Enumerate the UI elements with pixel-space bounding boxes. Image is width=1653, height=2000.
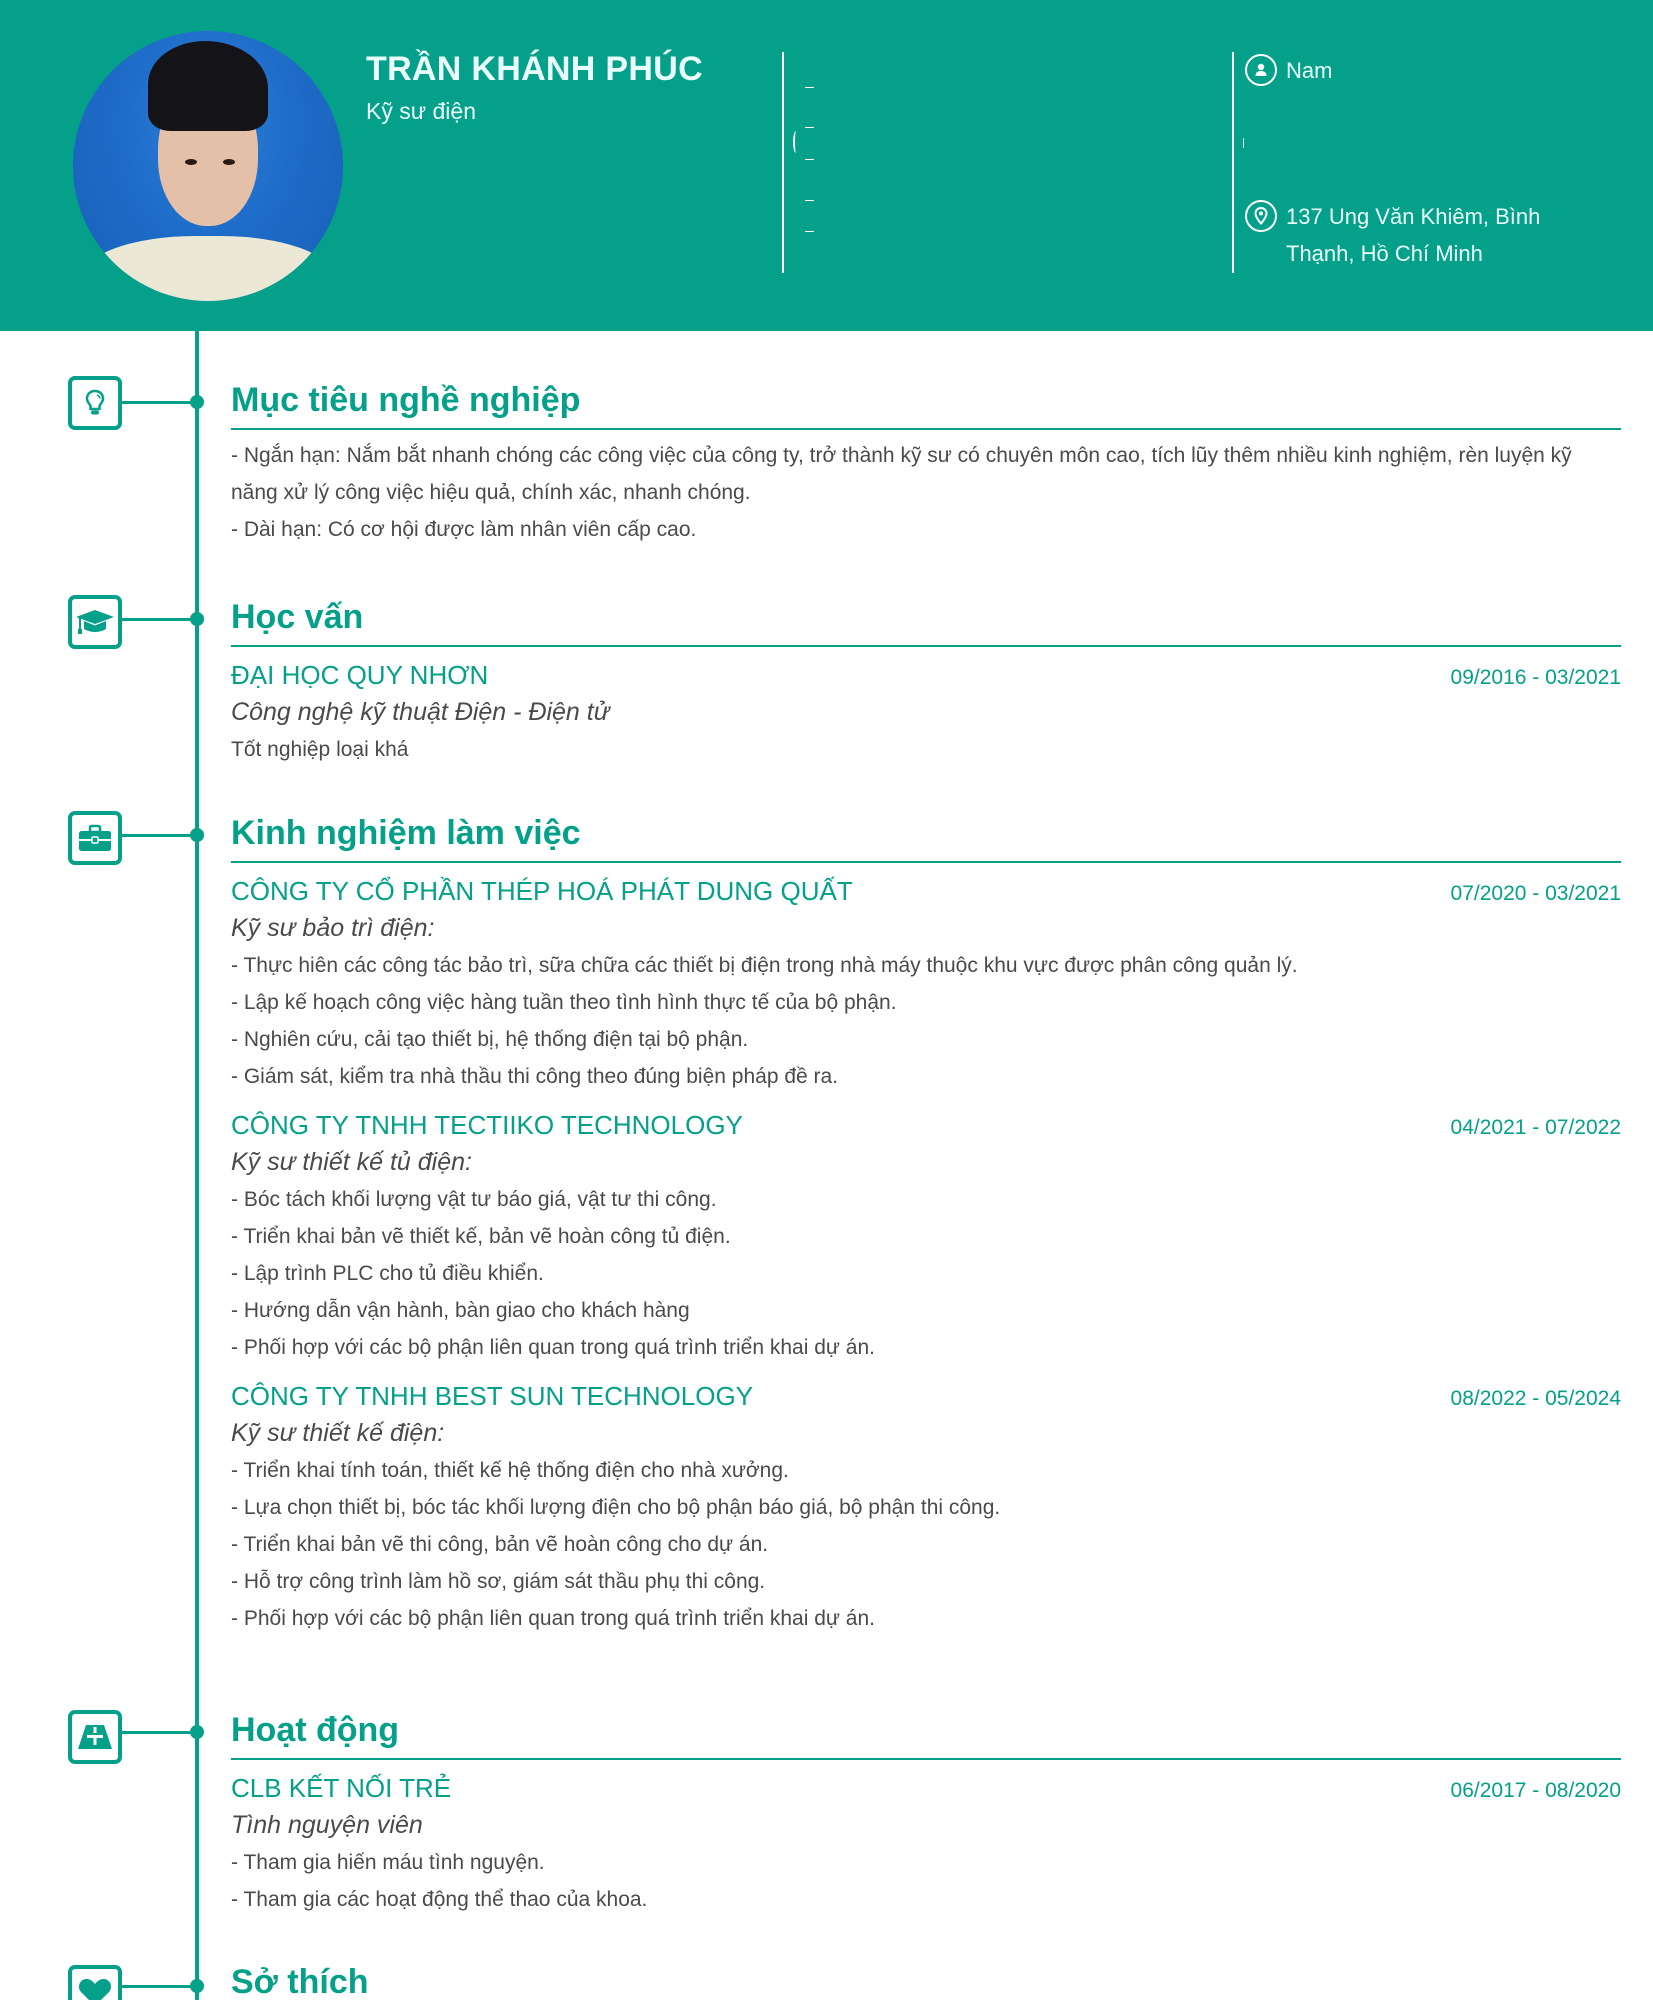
user-icon <box>1245 54 1277 86</box>
timeline-dot <box>190 1979 204 1993</box>
hidden-contact-fragment <box>805 87 814 88</box>
section-hobbies <box>231 1962 1621 2000</box>
section-title: Kinh nghiệm làm việc <box>231 813 1621 863</box>
entry-organization: CÔNG TY CỔ PHẦN THÉP HOÁ PHÁT DUNG QUẤT <box>231 876 853 906</box>
timeline-connector <box>122 401 197 404</box>
graduation-cap-icon <box>68 595 122 649</box>
objective-text <box>231 437 1621 548</box>
avatar <box>73 31 343 301</box>
entry-role: Công nghệ kỹ thuật Điện - Điện tử <box>231 698 610 726</box>
experience-entry <box>231 873 1621 1095</box>
entry-date: 04/2021 - 07/2022 <box>1450 1116 1621 1139</box>
entry-line: Tốt nghiệp loại khá <box>231 738 409 761</box>
timeline-connector <box>122 618 197 621</box>
candidate-title: Kỹ sư điện <box>366 98 477 124</box>
entry-organization: ĐẠI HỌC QUY NHƠN <box>231 660 489 690</box>
entry-line: - Giám sát, kiểm tra nhà thầu thi công theo đúng biện pháp đề ra. <box>231 1065 839 1088</box>
entry-line: - Bóc tách khối lượng vật tư báo giá, vật tư thi công. <box>231 1188 717 1211</box>
timeline-connector <box>122 834 197 837</box>
timeline-dot <box>190 395 204 409</box>
header-divider <box>1232 52 1234 273</box>
entry-role: Tình nguyện viên <box>231 1811 423 1839</box>
hidden-contact-fragment <box>1243 138 1244 148</box>
header-divider <box>782 52 784 273</box>
entry-line: - Triển khai bản vẽ thi công, bản vẽ hoàn công cho dự án. <box>231 1533 769 1556</box>
experience-entry <box>231 1378 1621 1637</box>
entry-line: - Lập trình PLC cho tủ điều khiển. <box>231 1262 544 1285</box>
objective-line: - Ngắn hạn: Nắm bắt nhanh chóng các công việc của công ty, trở thành kỹ sư có chuyên môn cao, tích lũy thêm nhiều kinh nghiệm, rèn luyện kỹ năng xử lý công việc hiệu quả, chính xác, nhanh chóng. <box>231 444 1572 504</box>
section-title: Sở thích <box>231 1963 369 2000</box>
hidden-contact-fragment <box>793 131 799 153</box>
section-work-experience <box>231 813 1621 1637</box>
gender-value: Nam <box>1286 58 1333 83</box>
timeline-connector <box>122 1985 197 1988</box>
entry-role: Kỹ sư thiết kế điện: <box>231 1419 445 1447</box>
heart-icon <box>68 1965 122 2000</box>
candidate-name: TRẦN KHÁNH PHÚC <box>366 50 703 88</box>
timeline-dot <box>190 612 204 626</box>
entry-line: - Hỗ trợ công trình làm hồ sơ, giám sát thầu phụ thi công. <box>231 1570 766 1593</box>
entry-date: 06/2017 - 08/2020 <box>1450 1779 1621 1802</box>
timeline-connector <box>122 1731 197 1734</box>
address-value: 137 Ung Văn Khiêm, Bình Thạnh, Hồ Chí Minh <box>1286 204 1541 266</box>
profile-header <box>0 0 1653 331</box>
activity-entry <box>231 1770 1621 1918</box>
education-entry <box>231 657 1621 768</box>
entry-line: - Triển khai tính toán, thiết kế hệ thống điện cho nhà xưởng. <box>231 1459 789 1482</box>
experience-entry <box>231 1107 1621 1366</box>
section-education <box>231 597 1621 768</box>
entry-role: Kỹ sư bảo trì điện: <box>231 914 435 942</box>
timeline-line <box>195 331 199 2000</box>
entry-line: - Phối hợp với các bộ phận liên quan trong quá trình triển khai dự án. <box>231 1607 875 1630</box>
entry-date: 07/2020 - 03/2021 <box>1450 882 1621 905</box>
road-icon <box>68 1710 122 1764</box>
section-title: Mục tiêu nghề nghiệp <box>231 380 1621 430</box>
entry-organization: CÔNG TY TNHH BEST SUN TECHNOLOGY <box>231 1381 754 1411</box>
entry-line: - Nghiên cứu, cải tạo thiết bị, hệ thống điện tại bộ phận. <box>231 1028 749 1051</box>
entry-line: - Tham gia các hoạt động thể thao của khoa. <box>231 1888 648 1911</box>
hidden-contact-fragment <box>805 127 814 128</box>
entry-line: - Tham gia hiến máu tình nguyện. <box>231 1851 545 1874</box>
lightbulb-icon <box>68 376 122 430</box>
entry-organization: CLB KẾT NỐI TRẺ <box>231 1773 452 1803</box>
entry-line: - Phối hợp với các bộ phận liên quan trong quá trình triển khai dự án. <box>231 1336 875 1359</box>
timeline-dot <box>190 1725 204 1739</box>
section-title: Học vấn <box>231 597 1621 647</box>
entry-role: Kỹ sư thiết kế tủ điện: <box>231 1148 472 1176</box>
map-pin-icon <box>1245 200 1277 232</box>
hidden-contact-fragment <box>805 159 814 160</box>
entry-date: 09/2016 - 03/2021 <box>1450 666 1621 689</box>
gender-field <box>1245 52 1332 89</box>
entry-line: - Triển khai bản vẽ thiết kế, bản vẽ hoàn công tủ điện. <box>231 1225 731 1248</box>
entry-date: 08/2022 - 05/2024 <box>1450 1387 1621 1410</box>
timeline-dot <box>190 828 204 842</box>
section-activities <box>231 1710 1621 1918</box>
objective-line: - Dài hạn: Có cơ hội được làm nhân viên cấp cao. <box>231 518 697 541</box>
hidden-contact-fragment <box>805 200 814 201</box>
briefcase-icon <box>68 811 122 865</box>
entry-organization: CÔNG TY TNHH TECTIIKO TECHNOLOGY <box>231 1110 743 1140</box>
entry-line: - Thực hiên các công tác bảo trì, sữa chữa các thiết bị điện trong nhà máy thuộc khu vực được phân công quản lý. <box>231 954 1298 977</box>
entry-line: - Lựa chọn thiết bị, bóc tác khối lượng điện cho bộ phận báo giá, bộ phận thi công. <box>231 1496 1001 1519</box>
section-title: Hoạt động <box>231 1710 1621 1760</box>
entry-line: - Lập kế hoạch công việc hàng tuần theo tình hình thực tế của bộ phận. <box>231 991 897 1014</box>
address-field <box>1245 198 1575 272</box>
section-career-objective <box>231 380 1621 548</box>
entry-line: - Hướng dẫn vận hành, bàn giao cho khách hàng <box>231 1299 690 1322</box>
hidden-contact-fragment <box>805 231 814 232</box>
